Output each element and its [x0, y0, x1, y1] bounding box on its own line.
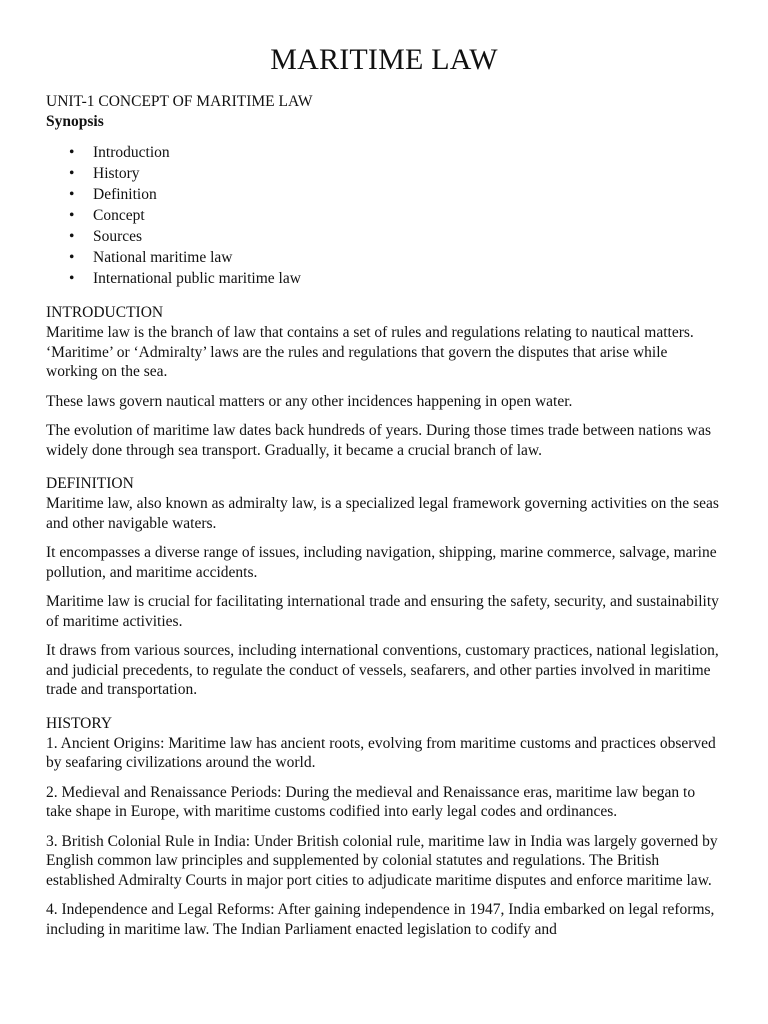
paragraph: Maritime law is the branch of law that contains a set of rules and regulations relating to nautical matters. ‘Maritime’ or ‘Admiralty’ laws are the rules and regulations that govern the disputes that arise while working on the sea. [46, 324, 694, 380]
synopsis-item [69, 142, 722, 163]
paragraph: It encompasses a diverse range of issues, including navigation, shipping, marine commerce, salvage, marine pollution, and maritime accidents. [46, 544, 717, 581]
paragraph: 2. Medieval and Renaissance Periods: During the medieval and Renaissance eras, maritime law began to take shape in Europe, with maritime customs codified into early legal codes and ordinances. [46, 783, 696, 820]
bullet-icon: • [69, 228, 75, 245]
synopsis-item-label: History [93, 165, 140, 182]
synopsis-item-label: Definition [93, 186, 157, 203]
bullet-icon: • [69, 165, 75, 182]
paragraph: Maritime law is crucial for facilitating international trade and ensuring the safety, security, and sustainability of maritime activities. [46, 593, 719, 630]
paragraph: The evolution of maritime law dates back hundreds of years. During those times trade between nations was widely done through sea transport. Gradually, it became a crucial branch of law. [46, 422, 712, 459]
unit-heading: UNIT-1 CONCEPT OF MARITIME LAW [46, 93, 313, 110]
section-heading: INTRODUCTION [46, 304, 164, 321]
introduction-section [46, 303, 722, 460]
bullet-icon: • [69, 144, 75, 161]
paragraph: 4. Independence and Legal Reforms: After gaining independence in 1947, India embarked on legal reforms, including in maritime law. The Indian Parliament enacted legislation to codify and [46, 901, 715, 938]
paragraph: 1. Ancient Origins: Maritime law has ancient roots, evolving from maritime customs and practices observed by seafaring civilizations around the world. [46, 734, 716, 771]
paragraph: It draws from various sources, including international conventions, customary practices, national legislation, and judicial precedents, to regulate the conduct of vessels, seafarers, and other parties involved in maritime trade and transportation. [46, 642, 719, 698]
section-heading: DEFINITION [46, 475, 134, 492]
paragraph: These laws govern nautical matters or any other incidences happening in open water. [46, 392, 573, 410]
synopsis-item [69, 226, 722, 247]
synopsis-item [69, 205, 722, 226]
document-title: MARITIME LAW [270, 43, 498, 76]
bullet-icon: • [69, 249, 75, 266]
section-heading: HISTORY [46, 714, 113, 732]
synopsis-label: Synopsis [46, 113, 104, 130]
synopsis-item [69, 163, 722, 184]
synopsis-item [69, 268, 722, 289]
paragraph: Maritime law, also known as admiralty law, is a specialized legal framework governing activities on the seas and other navigable waters. [46, 495, 719, 532]
paragraph: 3. British Colonial Rule in India: Under British colonial rule, maritime law in India was largely governed by English common law principles and supplemented by colonial statutes and regulations. The British established Admiralty Courts in major port cities to adjudicate maritime disputes and enforce maritime law. [46, 832, 718, 889]
synopsis-item-label: Sources [93, 228, 143, 245]
bullet-icon: • [69, 186, 75, 203]
synopsis-item [69, 184, 722, 205]
definition-section [46, 474, 722, 700]
synopsis-item-label: National maritime law [93, 249, 233, 266]
history-section [46, 714, 722, 940]
synopsis-list [46, 142, 722, 289]
bullet-icon: • [69, 207, 75, 224]
synopsis-item-label: Concept [93, 207, 145, 224]
synopsis-item-label: International public maritime law [93, 270, 301, 287]
synopsis-item-label: Introduction [93, 144, 170, 161]
bullet-icon: • [69, 270, 75, 287]
synopsis-item [69, 247, 722, 268]
